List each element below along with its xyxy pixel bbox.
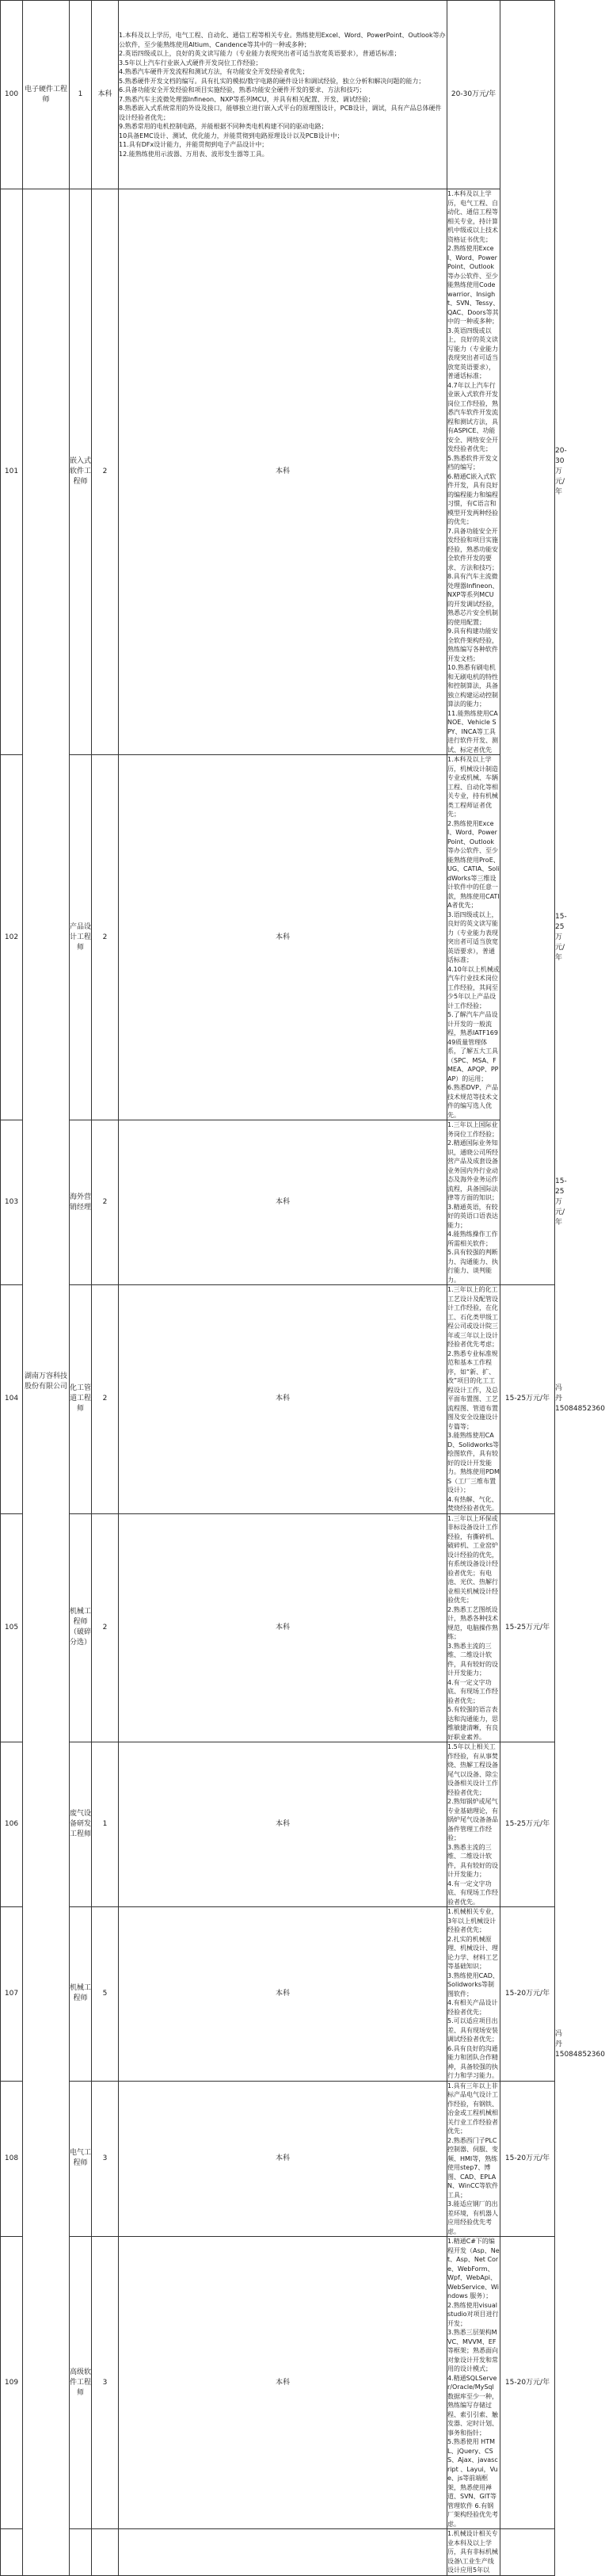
table-row <box>1 1 555 189</box>
requirement-line: 2.熟练使用visual studio对项目进行开发； <box>447 2301 499 2327</box>
row-number: 109 <box>1 2237 23 2529</box>
headcount <box>92 2529 119 2576</box>
salary <box>500 2529 555 2576</box>
requirement-line: 6.精通C嵌入式软件开发，具有良好的编程能力和编程习惯，有C语言和模型开发两种经验的优先； <box>447 472 498 525</box>
requirement-line: 8.熟悉嵌入式系统常用的外设及接口，能够独立进行嵌入式平台的原理图设计，PCB设计，调试，具有产品总体硬件设计经验者优先； <box>119 105 442 121</box>
requirement-line: 12.能熟练使用示波器、万用表、波形发生器等工具。 <box>119 150 268 158</box>
requirement-line: 3.英语四级或以上，良好的英文读写能力（专业能力表现突出者可适当放宽英语要求），普通话标准； <box>447 326 498 380</box>
company-name: 湖南万容科技股份有限公司 <box>23 189 70 2576</box>
job-title: 产品设计工程师 <box>70 755 92 1120</box>
requirement-line: 1.具有三年以上非标产品电气设计工作经验，有钢铁、冶金或工程机械相关行业工作经验者优先； <box>447 2082 498 2135</box>
headcount: 2 <box>92 189 119 755</box>
requirement-line: 5.了解汽车产品设计开发的一般流程，熟悉IATF16949质量管理体系，了解五大工具（SPC、MSA、FMEA、APQP、PPAP）的运用； <box>447 1011 499 1082</box>
requirement-line: 9.具有构建功能安全软件架构经验，熟练编写各种软件开发文档； <box>447 628 498 662</box>
contact-cell <box>500 1 555 1285</box>
requirement-line: 5.有较强的语言表达和沟通能力，思维敏捷清晰，有良好职业素养。 <box>447 1706 498 1741</box>
table-row <box>1 2237 555 2529</box>
salary: 15-20万元/年 <box>500 2237 555 2529</box>
salary: 15-25万元/年 <box>500 1513 555 1742</box>
requirement-line: 9.熟悉常用的电机控制电路，并能根据不同种类电机构建不同的驱动电路； <box>119 123 328 130</box>
row-number: 106 <box>1 1742 23 1907</box>
table-row <box>1 2529 555 2576</box>
requirement-line: 2.熟知锅炉或尾气专业基础理论，有锅炉尾气设备备品备件管理工作经验； <box>447 1798 498 1841</box>
table-row <box>1 1742 555 1907</box>
education: 本科 <box>119 1513 447 1742</box>
requirement-line: 10.熟悉有刷电机和无刷电机的特性和控制算法，具备独立构建运动控制算法的能力； <box>447 664 498 708</box>
row-number: 103 <box>1 1120 23 1285</box>
headcount: 2 <box>92 1120 119 1285</box>
salary: 15-20万元/年 <box>500 2081 555 2237</box>
requirement-line: 4.有一定文字功底、有现场工作经验者优先； <box>447 1678 498 1704</box>
requirement-line: 4.有热解、气化、焚烧经验者优先。 <box>447 1495 498 1512</box>
table-row: 105 机械工程师（破碎分选） 2 本科 1.三年以上环保或非标设备设计工作经验，有撕碎机、破碎机、工业窑炉设计经验的优先，有系统设备设计经验者优先；有电池、光伏、热解行业相关机械设计经验优先； 2.熟悉工艺图纸设计，熟悉各种技术规范，电脑操作熟练； 3.熟悉主流的三维、二维设计软件，具有较好的设计开发能力； 4.有一定文字功底、有现场工作经验者优先； 5.有较强的语言表达和沟通能力，思维敏捷清晰，有良好职业素养。 15-25万元/年 冯丹 15084852360 <box>1 1513 555 1742</box>
headcount: 1 <box>70 1 92 189</box>
headcount: 2 <box>92 1513 119 1742</box>
requirement-line: 1.本科及以上学历，机械设计制造专业或机械、车辆工程、自动化等相关专业，持有机械类工程师证者优先； <box>447 756 498 818</box>
requirement-line: 2.精通国际业务知识，通晓公司所经营产品及成套设备业务国内外行业动态及海外业务运作流程，具备国际法律等方面的知识； <box>447 1139 498 1201</box>
requirement-line: 3.熟悉主流的三维、二维设计软件，具有较好的设计开发能力； <box>447 1642 498 1677</box>
job-title: 废气设备研发工程师 <box>70 1742 92 1907</box>
requirement-line: 2.熟练使用Excel、Word、PowerPoint、Outlook等办公软件、至少能熟练使用Codewarrior、Insight、SVN、Tessy、QAC、Doors等其中的一种或多种； <box>447 245 500 325</box>
requirement-line: 1.本科及以上学历，电气工程、自动化、通信工程等相关专业，持计算机中级或以上技术资格证书优先； <box>447 190 498 243</box>
requirement-line: 3.能适应钢厂的出差环境，有机器人应用经验优先考虑。 <box>447 2200 498 2235</box>
requirement-line: 4.10年以上机械或汽车行业技术岗位工作经验，其间至少5年以上产品设计工作经验； <box>447 965 500 1009</box>
job-requirements <box>447 755 500 1120</box>
table-row: 104 化工管道工程师 2 本科 1.三年以上的化工工艺设计及配管设计工作经验，在化工、石化类甲级工程公司或设计院三年或三年以上设计经验者优先考虑； 2.熟悉专业标准规范和基本工作程序，如“新、扩、改”项目的化工工程设计工作，及总平面布置图、工艺流程图、管道布置图及安全设施设计专篇等； 3.能熟练使用CAD、Solidworks等绘图软件，具有较好的设计开发能力。熟练使用PDMS（工厂三维布置设计）； 4.有热解、气化、焚烧经验者优先。 15-25万元/年 冯丹 15084852360 <box>1 1285 555 1514</box>
requirement-line: 11.具有DFx设计能力，并能贯彻到电子产品设计中； <box>119 141 268 148</box>
job-requirements <box>447 2237 500 2529</box>
education: 本科 <box>119 189 447 755</box>
row-number: 102 <box>1 755 23 1120</box>
row-number: 104 <box>1 1285 23 1514</box>
requirement-line: 3.5年以上汽车行业嵌入式硬件开发岗位工作经验； <box>119 59 262 67</box>
salary: 15-25万元/年 <box>500 1742 555 1907</box>
job-requirements <box>447 1742 500 1907</box>
job-requirements <box>447 189 500 755</box>
requirement-line: 1.三年以上的化工工艺设计及配管设计工作经验，在化工、石化类甲级工程公司或设计院三年或三年以上设计经验者优先考虑； <box>447 1286 498 1348</box>
requirement-line: 5.可以适应项目出差、具有现场安装调试经验者优先； <box>447 2017 498 2043</box>
job-requirements <box>447 1285 500 1514</box>
job-title: 电气工程师 <box>70 2081 92 2237</box>
education: 本科 <box>119 1285 447 1514</box>
job-title: 高级软件工程师 <box>70 2237 92 2529</box>
requirement-line: 7.熟悉汽车主流微处理器Infineon、NXP等系列MCU，并具有相关配置、开发、调试经验； <box>119 95 375 103</box>
job-title: 海外营销经理 <box>70 1120 92 1285</box>
requirement-line: 4.熟悉汽车硬件开发流程和测试方法，有功能安全开发经验者优先； <box>119 68 309 75</box>
requirement-line: 4.7年以上汽车行业嵌入式软件开发岗位工作经验，熟悉汽车软件开发流程和测试方法，具有ASPICE、功能安全、网络安全开发经验者优先； <box>447 381 498 452</box>
row-number: 100 <box>1 1 23 189</box>
table-row: 102 产品设计工程师 2 本科 1.本科及以上学历，机械设计制造专业或机械、车辆工程、自动化等相关专业，持有机械类工程师证者优先； 2.熟练使用Excel、Word、PowerPoint、Outlook等办公软件、至少能熟练使用ProE、UG、CATIA、SolidWorks等三维设计软件中的任意一款，熟练使用CATIA者优先； 3.语四级或以上，良好的英文读写能力（专业能力表现突出者可适当放宽英语要求），普通话标准； 4.10年以上机械或汽车行业技术岗位工作经验，其间至少5年以上产品设计工作经验； 5.了解汽车产品设计开发的一般流程，熟悉IATF16949质量管理体系，了解五大工具（SPC、MSA、FMEA、APQP、PPAP）的运用； 6.熟悉DVP、产品技术规范等技术文件的编写选人优先。 15-25万元/年 <box>1 755 555 1120</box>
headcount: 5 <box>92 1907 119 2082</box>
education: 本科 <box>119 1907 447 2082</box>
requirement-line: 10具备EMC设计、测试、优化能力，并能贯彻到电路原理设计以及PCB设计中； <box>119 132 344 139</box>
education: 本科 <box>119 2081 447 2237</box>
requirement-line: 3.精通英语，有较好的英语口语表达能力； <box>447 1203 498 1229</box>
table-row <box>1 1907 555 2082</box>
education: 本科 <box>119 1742 447 1907</box>
requirement-line: 3.熟练使用CAD、Solidworks等制图软件； <box>447 1971 499 1998</box>
salary: 15-20万元/年 <box>500 1907 555 2082</box>
education: 本科 <box>119 2237 447 2529</box>
requirement-line: 5.熟悉软件开发文档的编写； <box>447 454 498 471</box>
salary: 20-30万元/年 <box>447 1 500 189</box>
education: 本科 <box>92 1 119 189</box>
requirement-line: 2.熟悉专业标准规范和基本工作程序，如“新、扩、改”项目的化工工程设计工作，及总平面布置图、工艺流程图、管道布置图及安全设施设计专篇等； <box>447 1349 498 1430</box>
row-number: 107 <box>1 1907 23 2082</box>
job-title <box>70 2529 92 2576</box>
requirement-line: 4.能熟练操作工作所需相关软件； <box>447 1231 498 1247</box>
requirement-line: 1.机械相关专业，3年以上机械设计经验者优先； <box>447 1908 498 1933</box>
requirement-line: 3.熟悉主流的三维、二维设计软件，具有较好的设计开发能力； <box>447 1843 498 1878</box>
requirement-line: 4.有相关产品设计经验者优先； <box>447 1999 498 2016</box>
requirement-line: 1.三年以上国际业务岗位工作经验； <box>447 1121 498 1138</box>
education: 本科 <box>119 755 447 1120</box>
requirement-line: 6.具有良好的沟通能力和团队合作精神，具备较强的执行力和学习能力。 <box>447 2044 498 2079</box>
requirement-line: 5.熟悉使用 HTML、jQuery、CSS、Ajax、javascript 、Layui，Vue、js等前端框架，熟悉使用禅道、SVN、GIT等管理软件 6.有钢厂架构经验优先考虑。 <box>447 2438 498 2528</box>
requirement-line: 2.英语四级或以上，良好的英文读写能力（专业能力表现突出者可适当放宽英语要求），普通话标准； <box>119 50 401 57</box>
job-requirements <box>447 2081 500 2237</box>
table-row: 103 海外营销经理 2 本科 1.三年以上国际业务岗位工作经验； 2.精通国际业务知识，通晓公司所经营产品及成套设备业务国内外行业动态及海外业务运作流程，具备国际法律等方面的知识； 3.精通英语，有较好的英语口语表达能力； 4.能熟练操作工作所需相关软件； 5.具有较强的判断力、沟通能力、执行能力、谈判能力。 15-25万元/年 <box>1 1120 555 1285</box>
job-requirements <box>447 2529 500 2576</box>
job-requirements <box>447 1513 500 1742</box>
job-title: 机械工程师 <box>70 1907 92 2082</box>
requirement-line: 11.能熟练使用CANOE、Vehicle SPY、INCA等工具进行软件开发、测试、标定者优先 <box>447 709 498 754</box>
job-title: 电子硬件工程师 <box>23 1 70 189</box>
headcount: 2 <box>92 1285 119 1514</box>
requirement-line: 7.具备功能安全开发经验和项目实施经验，熟悉功能安全软件开发的要求、方法和技巧； <box>447 527 498 571</box>
requirement-line: 3.能熟练使用CAD、Solidworks等绘图软件，具有较好的设计开发能力。熟练使用PDMS（工厂三维布置设计）； <box>447 1432 500 1494</box>
headcount: 3 <box>92 2081 119 2237</box>
requirement-line: 1.机械设计相关专业本科及以上学历，具有非标机械设备\工业生产线设计应用5年以 <box>447 2530 498 2574</box>
requirement-line: 6.熟悉DVP、产品技术规范等技术文件的编写选人优先。 <box>447 1084 498 1119</box>
requirement-line: 1.三年以上环保或非标设备设计工作经验，有撕碎机、破碎机、工业窑炉设计经验的优先，有系统设备设计经验者优先；有电池、光伏、热解行业相关机械设计经验优先； <box>447 1514 498 1604</box>
requirement-line: 8.具有汽车主流微处理器Infineon、NXP等系列MCU的开发调试经验，熟悉芯片安全机制的使用配置； <box>447 573 499 626</box>
requirement-line: 4.精通SQLServer/Oracle/MySql数据库至少一种，熟练编写存储过程、索引引索、触发器、定时计划、事务和指针； <box>447 2374 498 2437</box>
row-number <box>1 2529 23 2576</box>
requirement-line: 2.熟悉西门子PLC控制器、伺服、变频、HMI等，熟练使用step7、博图、CAD、EPLAN、WinCC等软件工具； <box>447 2136 499 2199</box>
requirement-line: 6.具备功能安全开发经验和项目实施经验，熟悉功能安全硬件开发的要求、方法和技巧； <box>119 86 366 93</box>
requirement-line: 3.语四级或以上，良好的英文读写能力（专业能力表现突出者可适当放宽英语要求），普通话标准； <box>447 910 498 964</box>
requirement-line: 5.具有较强的判断力、沟通能力、执行能力、谈判能力。 <box>447 1249 498 1284</box>
requirement-line: 5.熟悉硬件开发文档的编写。具有扎实的模拟/数字电路的硬件设计和调试经验，独立分析和解决问题的能力； <box>119 77 425 85</box>
requirement-line: 2.扎实的机械原理、机械设计、理论力学、材料工艺等基础知识； <box>447 1935 498 1970</box>
table-row: 101 湖南万容科技股份有限公司 嵌入式软件工程师 2 本科 1.本科及以上学历，电气工程、自动化、通信工程等相关专业，持计算机中级或以上技术资格证书优先； 2.熟练使用Excel、Word、PowerPoint、Outlook等办公软件、至少能熟练使用Codewarrior、Insight、SVN、Tessy、QAC、Doors等其中的一种或多种； 3.英语四级或以上，良好的英文读写能力（专业能力表现突出者可适当放宽英语要求），普通话标准； 4.7年以上汽车行业嵌入式软件开发岗位工作经验，熟悉汽车软件开发流程和测试方法，具有ASPICE、功能安全、网络安全开发经验者优先； 5.熟悉软件开发文档的编写； 6.精通C嵌入式软件开发，具有良好的编程能力和编程习惯，有C语言和模型开发两种经验的优先； 7.具备功能安全开发经验和项目实施经验，熟悉功能安全软件开发的要求、方法和技巧； 8.具有汽车主流微处理器Infineon、NXP等系列MCU的开发调试经验，熟悉芯片安全机制的使用配置； 9.具有构建功能安全软件架构经验，熟练编写各种软件开发文档； 10.熟悉有刷电机和无刷电机的特性和控制算法，具备独立构建运动控制算法的能力； 11.能熟练使用CANOE、Vehicle SPY、INCA等工具进行软件开发、测试、标定者优先 20-30万元/年 <box>1 189 555 755</box>
requirement-line: 2.熟练使用Excel、Word、PowerPoint、Outlook等办公软件、至少能熟练使用ProE、UG、CATIA、SolidWorks等三维设计软件中的任意一款，熟练使用CATIA者优先； <box>447 819 500 909</box>
headcount: 3 <box>92 2237 119 2529</box>
requirement-line: 4.有一定文字功底、有现场工作经验者优先。 <box>447 1880 498 1906</box>
job-title: 机械工程师（破碎分选） <box>70 1513 92 1742</box>
headcount: 1 <box>92 1742 119 1907</box>
requirement-line: 1.本科及以上学历，电气工程、自动化、通信工程等相关专业。熟练使用Excel、Word、PowerPoint、Outlook等办公软件，至少能熟练使用Altium、Candence等其中的一种或多种； <box>119 32 446 48</box>
requirement-line: 2.熟悉工艺图纸设计，熟悉各种技术规范，电脑操作熟练； <box>447 1605 498 1640</box>
row-number: 101 <box>1 189 23 755</box>
requirement-line: 1.精通C#下的编程开发（Asp、Net、Asp、Net Core、WebForm、Wpf、WebApi、WebService、Windows 服务）； <box>447 2238 500 2299</box>
education: 本科 <box>119 1120 447 1285</box>
job-requirements <box>447 1907 500 2082</box>
job-title: 化工管道工程师 <box>70 1285 92 1514</box>
row-number: 108 <box>1 2081 23 2237</box>
table-row <box>1 2081 555 2237</box>
job-title: 嵌入式软件工程师 <box>70 189 92 755</box>
salary: 15-25万元/年 <box>500 1285 555 1514</box>
requirement-line: 1.5年以上相关工作经验，有从事焚烧、热解工程设备尾气以设备、除尘设备相关设计工作经验者优先； <box>447 1743 498 1796</box>
requirement-line: 3.熟悉三层架构MVC、MVVM、EF等框架；熟悉面向对象设计开发和常用的设计模式； <box>447 2329 498 2372</box>
row-number: 105 <box>1 1513 23 1742</box>
headcount: 2 <box>92 755 119 1120</box>
education <box>119 2529 447 2576</box>
job-requirements <box>119 1 447 189</box>
job-requirements <box>447 1120 500 1285</box>
